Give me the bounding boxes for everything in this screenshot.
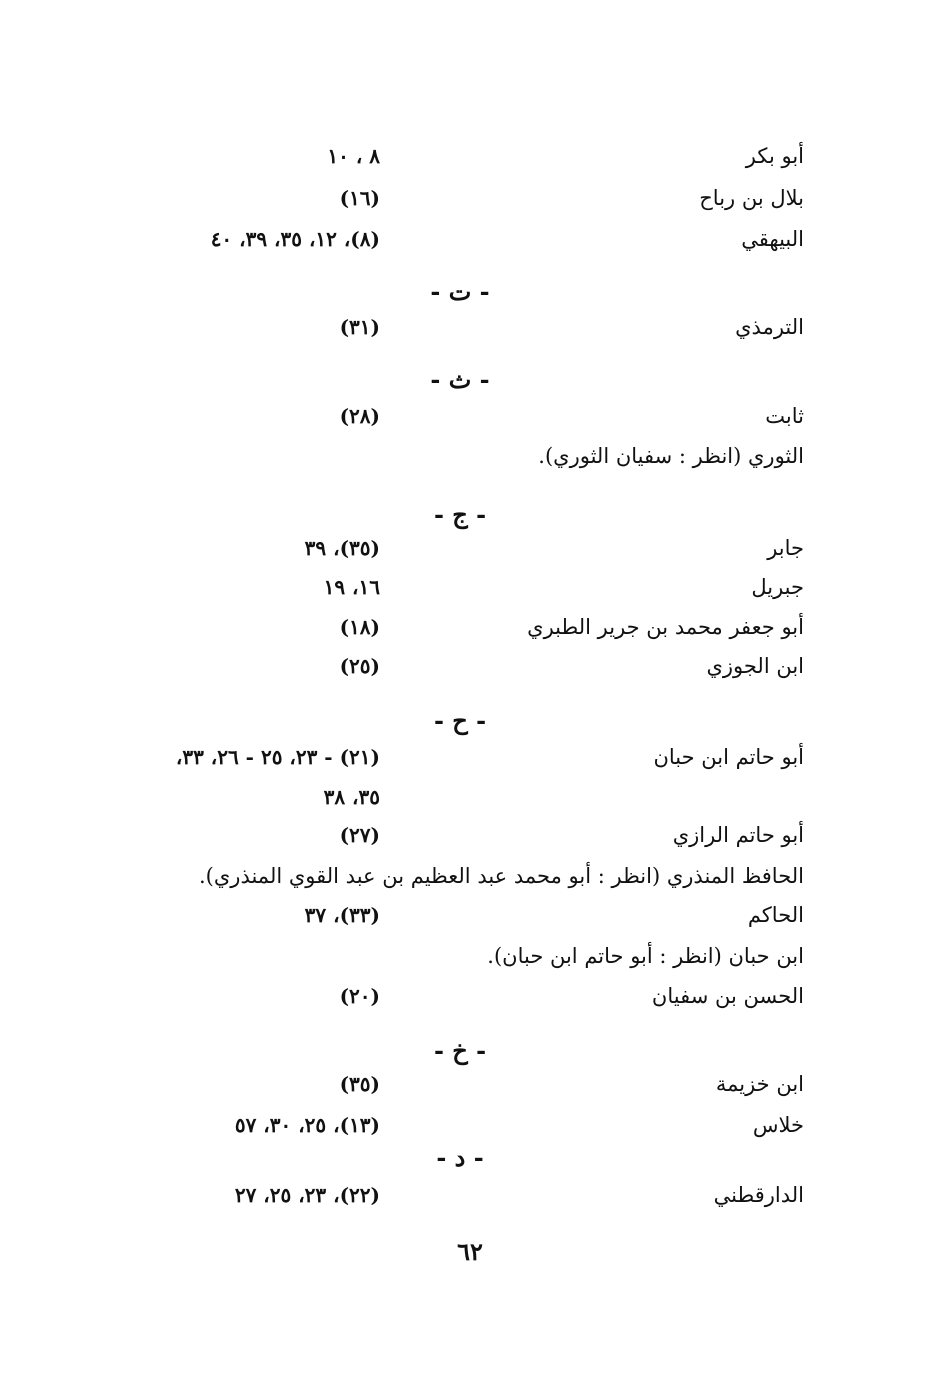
entry-name: خلاس xyxy=(752,1113,804,1137)
cross-reference: الحافظ المنذري (انظر : أبو محمد عبد العظيم بن عبد القوي المنذري). xyxy=(199,864,804,888)
entry-pages: (٢٨) xyxy=(339,404,380,428)
entry-pages: ٨ ، ١٠ xyxy=(327,144,380,168)
entry-name: الدارقطني xyxy=(713,1183,804,1207)
index-entry xyxy=(0,221,940,257)
entry-pages: (١٣)، ٢٥، ٣٠، ٥٧ xyxy=(234,1113,380,1137)
entry-pages: (٢٥) xyxy=(339,654,380,678)
entry-name: أبو حاتم ابن حبان xyxy=(653,745,804,769)
entry-name: الحسن بن سفيان xyxy=(651,984,804,1008)
section-letter-heading: - ج - xyxy=(433,500,487,529)
section-letter-heading: - د - xyxy=(436,1143,484,1172)
entry-name: أبو بكر xyxy=(745,144,804,168)
index-entry xyxy=(0,817,940,853)
entry-pages: (٢١) - ٢٣، ٢٥ - ٢٦، ٣٣، xyxy=(175,745,380,769)
index-entry xyxy=(0,1177,940,1213)
entry-pages: (٢٢)، ٢٣، ٢٥، ٢٧ xyxy=(234,1183,380,1207)
index-entry xyxy=(0,897,940,933)
index-entry xyxy=(0,648,940,684)
entry-name: الحاكم xyxy=(747,903,804,927)
index-entry xyxy=(0,309,940,345)
section-letter-heading: - ت - xyxy=(430,277,490,306)
index-entry xyxy=(0,398,940,434)
entry-pages: (٣١) xyxy=(339,315,380,339)
page-number: ٦٢ xyxy=(457,1237,483,1266)
cross-reference: الثوري (انظر : سفيان الثوري). xyxy=(538,444,804,468)
entry-pages: (٣٥) xyxy=(339,1072,380,1096)
section-letter-heading: - ث - xyxy=(430,365,490,394)
entry-name: ابن خزيمة xyxy=(715,1072,804,1096)
index-entry xyxy=(0,739,940,775)
index-entry xyxy=(0,180,940,216)
index-entry xyxy=(0,569,940,605)
index-entry xyxy=(0,978,940,1014)
entry-pages: (٢٧) xyxy=(339,823,380,847)
index-entry xyxy=(0,1066,940,1102)
entry-name: بلال بن رباح xyxy=(699,186,804,210)
entry-name: أبو حاتم الرازي xyxy=(672,823,804,847)
cross-reference: ابن حبان (انظر : أبو حاتم ابن حبان). xyxy=(487,944,804,968)
entry-pages: (١٨) xyxy=(339,615,380,639)
entry-name: البيهقي xyxy=(741,227,804,251)
entry-name: ابن الجوزي xyxy=(706,654,804,678)
entry-name: جبريل xyxy=(751,575,804,599)
entry-name: جابر xyxy=(767,536,804,560)
index-entry xyxy=(0,530,940,566)
entry-pages: (٣٥)، ٣٩ xyxy=(304,536,380,560)
entry-name: أبو جعفر محمد بن جرير الطبري xyxy=(527,615,804,639)
index-entry xyxy=(0,138,940,174)
entry-pages: (٣٣)، ٣٧ xyxy=(304,903,380,927)
entry-pages: (٨)، ١٢، ٣٥، ٣٩، ٤٠ xyxy=(210,227,380,251)
section-letter-heading: - خ - xyxy=(433,1036,487,1065)
entry-name: الترمذي xyxy=(735,315,804,339)
entry-pages-continuation: ٣٥، ٣٨ xyxy=(323,785,380,809)
index-entry-continuation xyxy=(0,779,940,815)
entry-pages: (٢٠) xyxy=(339,984,380,1008)
entry-pages: ١٦، ١٩ xyxy=(323,575,380,599)
index-entry xyxy=(0,1107,940,1143)
entry-pages: (١٦) xyxy=(339,186,380,210)
index-entry xyxy=(0,609,940,645)
section-letter-heading: - ح - xyxy=(433,706,487,735)
entry-name: ثابت xyxy=(765,404,804,428)
